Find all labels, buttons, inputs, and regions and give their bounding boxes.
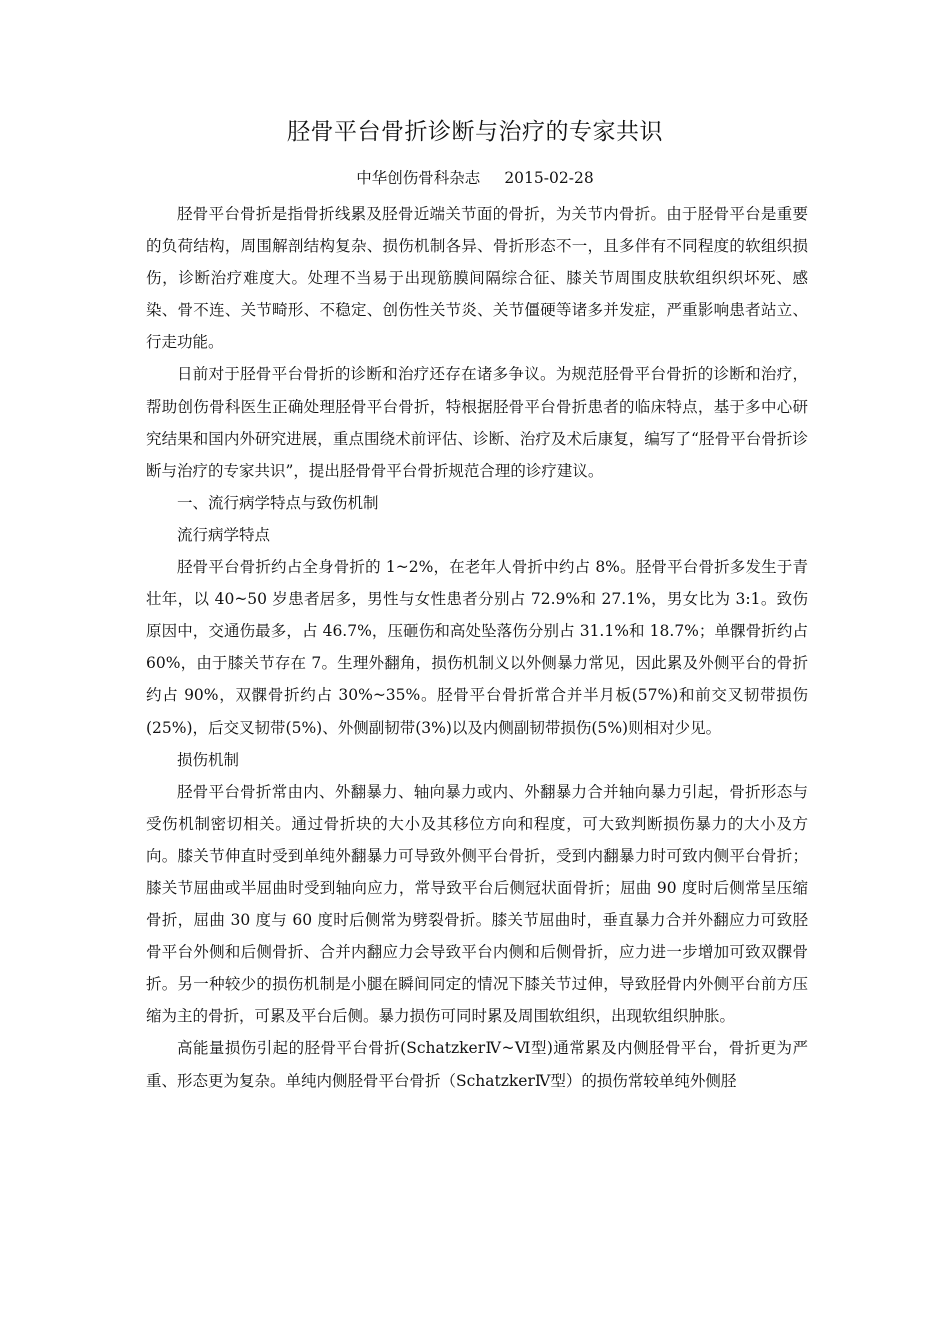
page-title: 胫骨平台骨折诊断与治疗的专家共识 [287, 119, 663, 145]
mechanism-paragraph-2: 高能量损伤引起的胫骨平台骨折(SchatzkerⅣ~Ⅵ型)通常累及内侧胫骨平台，骨折更为严重、形态更为复杂。单纯内侧胫骨平台骨折（SchatzkerⅣ型）的损伤常较单纯外侧胫 [146, 1039, 808, 1090]
epidemiology-paragraph: 胫骨平台骨折约占全身骨折的 1~2%，在老年人骨折中约占 8%。胫骨平台骨折多发生于青壮年，以 40~50 岁患者居多，男性与女性患者分别占 72.9%和 27.1%，男女比为 3:1。致伤原因中，交通伤最多，占 46.7%，压砸伤和高处坠落伤分别占 31.1%和 18.7%；单髁骨折约占 60%，由于膝关节存在 7。生理外翻角，损伤机制义以外侧暴力常见，因此累及外侧平台的骨折约占 90%，双髁骨折约占 30%~35%。胫骨平台骨折常合并半月板(57%)和前交叉韧带损伤(25%)，后交叉韧带(5%)、外侧副韧带(3%)以及内侧副韧带损伤(5%)则相对少见。 [146, 558, 808, 737]
publish-date: 2015-02-28 [504, 169, 594, 187]
mechanism-paragraph-1: 胫骨平台骨折常由内、外翻暴力、轴向暴力或内、外翻暴力合并轴向暴力引起，骨折形态与受伤机制密切相关。通过骨折块的大小及其移位方向和程度，可大致判断损伤暴力的大小及方向。膝关节伸直时受到单纯外翻暴力可导致外侧平台骨折，受到内翻暴力时可致内侧平台骨折；膝关节屈曲或半屈曲时受到轴向应力，常导致平台后侧冠状面骨折；屈曲 90 度时后侧常呈压缩骨折，屈曲 30 度与 60 度时后侧常为劈裂骨折。膝关节屈曲时，垂直暴力合并外翻应力可致胫骨平台外侧和后侧骨折、合并内翻应力会导致平台内侧和后侧骨折，应力进一步增加可致双髁骨折。另一种较少的损伤机制是小腿在瞬间同定的情况下膝关节过伸，导致胫骨内外侧平台前方压缩为主的骨折，可累及平台后侧。暴力损伤可同时累及周围软组织，出现软组织肿胀。 [146, 782, 808, 1026]
intro-paragraph-1: 胫骨平台骨折是指骨折线累及胫骨近端关节面的骨折，为关节内骨折。由于胫骨平台是重要的负荷结构，周围解剖结构复杂、损伤机制各异、骨折形态不一，且多伴有不同程度的软组织损伤，诊断治疗难度大。处理不当易于出现筋膜间隔综合征、膝关节周围皮肤软组织织坏死、感染、骨不连、关节畸形、不稳定、创伤性关节炎、关节僵硬等诸多并发症，严重影响患者站立、行走功能。 [146, 205, 808, 352]
byline [0, 166, 950, 190]
intro-paragraph-2: 日前对于胫骨平台骨折的诊断和治疗还存在诸多争议。为规范胫骨平台骨折的诊断和治疗，帮助创伤骨科医生正确处理胫骨平台骨折，特根据胫骨平台骨折患者的临床特点，基于多中心研究结果和国内外研究进展，重点围绕术前评估、诊断、治疗及术后康复，编写了“胫骨平台骨折诊断与治疗的专家共识”，提出胫骨骨平台骨折规范合理的诊疗建议。 [146, 365, 808, 480]
subsection-heading-epidemiology: 流行病学特点 [177, 525, 271, 544]
section-heading-epidemiology-mechanism: 一、流行病学特点与致伤机制 [177, 493, 379, 512]
source-journal: 中华创伤骨科杂志 [356, 169, 481, 187]
subsection-heading-mechanism: 损伤机制 [177, 750, 240, 769]
article-body [146, 198, 808, 1097]
